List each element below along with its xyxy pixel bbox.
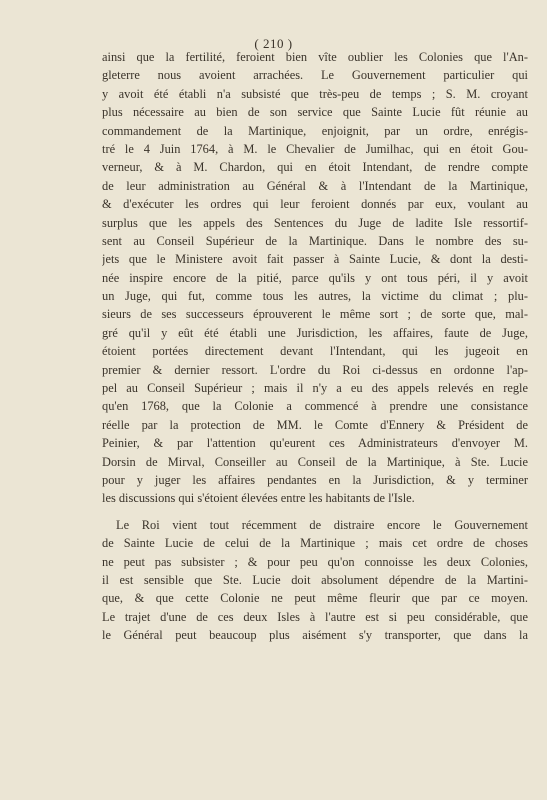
text-line: sent au Conseil Supérieur de la Martinique. Dans le nombre des su- <box>102 233 528 248</box>
text-line: pour y juger les affaires pendantes en la Jurisdiction, & y terminer <box>102 472 528 487</box>
text-line: de leur administration au Général & à l'Intendant de la Martinique, <box>102 178 528 193</box>
paragraph-2 <box>102 516 528 645</box>
text-line: Dorsin de Mirval, Conseiller au Conseil de la Martinique, à Ste. Lucie <box>102 454 528 469</box>
text-line: les discussions qui s'étoient élevées entre les habitants de l'Isle. <box>102 491 415 506</box>
text-line: ne peut pas subsister ; & pour peu qu'on connoisse les deux Colonies, <box>102 554 528 569</box>
text-line: gleterre nous avoient arrachées. Le Gouvernement particulier qui <box>102 68 528 83</box>
text-line: Le Roi vient tout récemment de distraire encore le Gouvernement <box>116 517 528 532</box>
text-line: sieurs de ses successeurs éprouverent le même sort ; de sorte que, mal- <box>102 307 528 322</box>
text-line: surplus que les appels des Sentences du Juge de ladite Isle ressortif- <box>102 215 528 230</box>
text-line: un Juge, qui fut, comme tous les autres, la victime du climat ; plu- <box>102 289 528 304</box>
text-line: il est sensible que Ste. Lucie doit absolument dépendre de la Martini- <box>102 572 528 587</box>
text-line: ainsi que la fertilité, feroient bien vîte oublier les Colonies que l'An- <box>102 50 528 64</box>
text-line: que, & que cette Colonie ne peut même fleurir que par ce moyen. <box>102 591 528 606</box>
paragraph-1 <box>102 48 528 508</box>
text-line: y avoit été établi n'a subsisté que très-peu de temps ; S. M. croyant <box>102 86 528 101</box>
paragraph-gap <box>102 508 528 516</box>
text-line: Peinier, & par l'attention qu'eurent ces Administrateurs d'envoyer M. <box>102 436 528 451</box>
text-line: & d'exécuter les ordres qui leur feroient donnés par eux, voulant au <box>102 197 528 212</box>
text-line: tré le 4 Juin 1764, à M. le Chevalier de Jumilhac, qui en étoit Gou- <box>102 141 528 156</box>
text-line: qu'en 1768, que la Colonie a commencé à prendre une consistance <box>102 399 528 414</box>
text-line: étoient portées directement devant l'Intendant, qui les jugeoit en <box>102 344 528 359</box>
text-line: gré qu'il y eût été établi une Jurisdiction, les affaires, faute de Juge, <box>102 325 528 340</box>
page-number: ( 210 ) <box>254 36 293 51</box>
text-line: premier & dernier ressort. L'ordre du Roi ci-dessus en ordonne l'ap- <box>102 362 528 377</box>
body-text <box>102 48 528 645</box>
text-line: le Général peut beaucoup plus aisément s'y transporter, que dans la <box>102 628 528 643</box>
text-line: plus nécessaire au bien de son service que Sainte Lucie fût réunie au <box>102 105 528 120</box>
text-line: née inspire encore de la pitié, parce qu'ils y ont tous péri, il y avoit <box>102 270 528 285</box>
text-line: de Sainte Lucie de celui de la Martinique ; mais cet ordre de choses <box>102 536 528 551</box>
text-line: commandement de la Martinique, enjoignit, par un ordre, enrégis- <box>102 123 528 138</box>
text-line: réelle par la protection de MM. le Comte d'Ennery & Président de <box>102 417 528 432</box>
text-line: Le trajet d'une de ces deux Isles à l'autre est si peu considérable, que <box>102 609 528 624</box>
text-line: pel au Conseil Supérieur ; mais il n'y a eu des appels relevés en regle <box>102 381 528 396</box>
text-line: verneur, & à M. Chardon, qui en étoit Intendant, de rendre compte <box>102 160 528 175</box>
text-line: jets que le Ministere avoit fait passer à Sainte Lucie, & dont la desti- <box>102 252 528 267</box>
